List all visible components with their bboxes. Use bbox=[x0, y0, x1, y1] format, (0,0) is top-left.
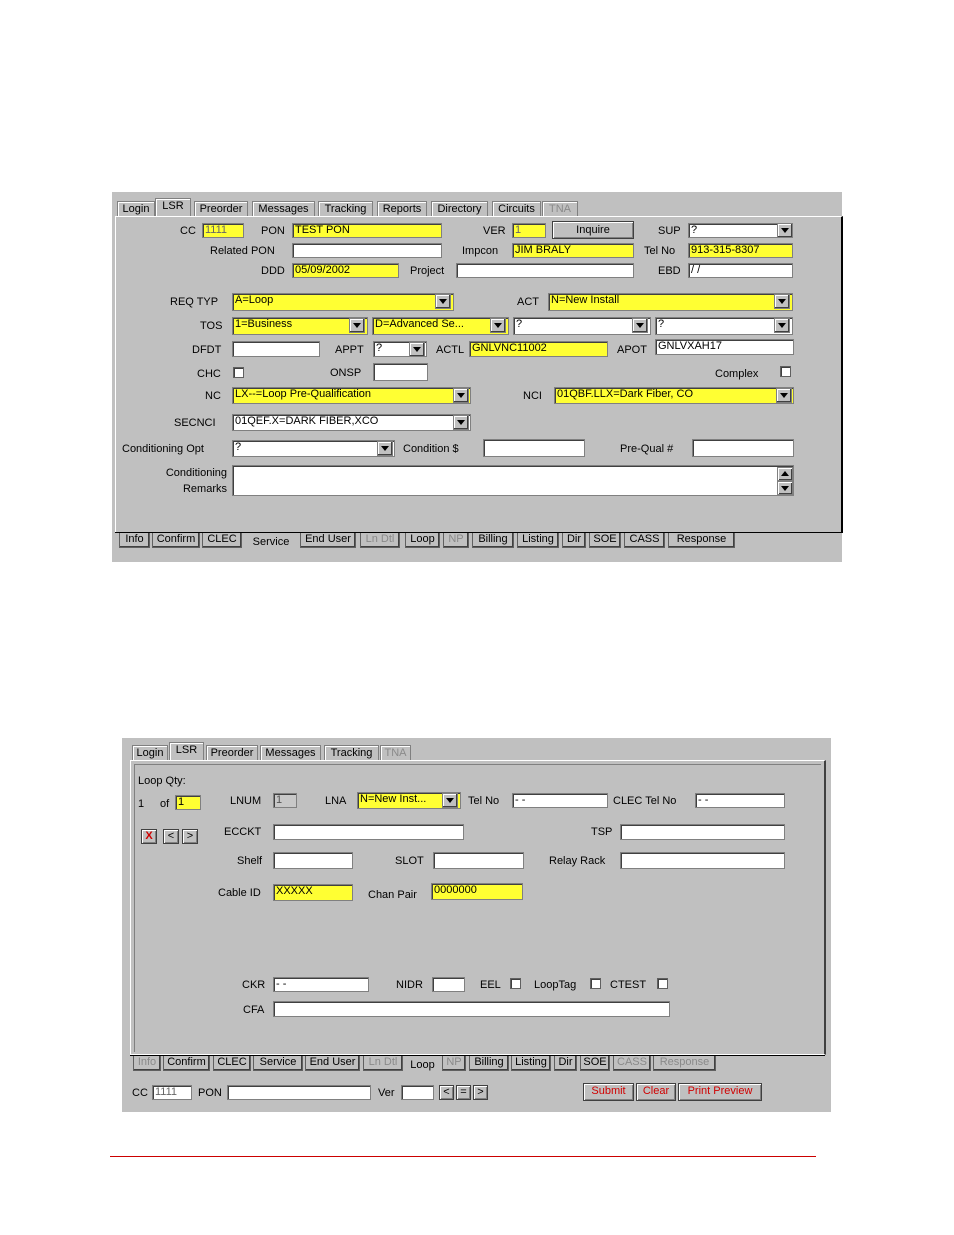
looptag-checkbox[interactable] bbox=[590, 978, 601, 989]
nci-dropdown-icon[interactable] bbox=[776, 388, 792, 403]
slot-label: SLOT bbox=[395, 855, 424, 867]
sup-select[interactable]: ? bbox=[688, 223, 793, 238]
project-label: Project bbox=[410, 265, 445, 277]
nci-label: NCI bbox=[523, 390, 542, 402]
tsp-field[interactable] bbox=[620, 824, 785, 840]
impcon-field[interactable]: JIM BRALY bbox=[512, 243, 634, 258]
tab2-tracking[interactable]: Tracking bbox=[324, 745, 379, 760]
pre-qual-label: Pre-Qual # bbox=[620, 443, 674, 455]
onsp-label: ONSP bbox=[330, 367, 362, 379]
tab2-login[interactable]: Login bbox=[132, 745, 168, 760]
submit-button[interactable]: Submit bbox=[583, 1083, 634, 1101]
appt-select[interactable]: ? bbox=[373, 341, 427, 357]
secnci-label: SECNCI bbox=[174, 417, 216, 429]
loop-count-field[interactable]: 1 bbox=[175, 795, 201, 810]
secnci-select[interactable]: 01QEF.X=DARK FIBER,XCO bbox=[232, 414, 471, 431]
of-label: of bbox=[160, 798, 170, 810]
actl-label: ACTL bbox=[436, 344, 465, 356]
apot-field[interactable]: GNLVXAH17 bbox=[655, 339, 794, 355]
footer-ver-field[interactable] bbox=[401, 1085, 434, 1100]
bottom-tab-soe[interactable]: SOE bbox=[589, 533, 621, 548]
tos-4-dropdown-icon[interactable] bbox=[774, 318, 790, 333]
bottom2-tab-clec[interactable]: CLEC bbox=[213, 1056, 251, 1071]
req-typ-label: REQ TYP bbox=[170, 296, 219, 308]
conditioning-opt-label: Conditioning Opt bbox=[122, 443, 204, 455]
condition-cost-label: Condition $ bbox=[403, 443, 459, 455]
pre-qual-field[interactable] bbox=[692, 439, 794, 457]
bottom2-tab-soe[interactable]: SOE bbox=[580, 1056, 610, 1071]
bottom2-tab-dir[interactable]: Dir bbox=[554, 1056, 577, 1071]
tab2-lsr[interactable]: LSR bbox=[169, 742, 204, 760]
tel-no-label: Tel No bbox=[644, 245, 676, 257]
relay-rack-field[interactable] bbox=[620, 852, 785, 869]
tos-select-2[interactable]: D=Advanced Se... bbox=[372, 317, 509, 335]
dfdt-field[interactable] bbox=[232, 341, 320, 357]
appt-dropdown-icon[interactable] bbox=[409, 342, 425, 357]
related-pon-label: Related PON bbox=[210, 245, 275, 257]
nc-dropdown-icon[interactable] bbox=[453, 388, 469, 403]
remarks-scroll-down-icon[interactable] bbox=[777, 481, 793, 495]
conditioning-remarks-label-2: Remarks bbox=[182, 483, 227, 495]
shelf-label: Shelf bbox=[237, 855, 263, 867]
onsp-field[interactable] bbox=[373, 363, 428, 381]
lna-dropdown-icon[interactable] bbox=[442, 793, 458, 808]
cable-id-field[interactable]: XXXXX bbox=[273, 884, 353, 901]
bottom2-tab-confirm[interactable]: Confirm bbox=[163, 1056, 210, 1071]
bottom-tab-listing[interactable]: Listing bbox=[517, 533, 559, 548]
bottom2-tab-ln-dtl: Ln Dtl bbox=[363, 1056, 403, 1071]
tel-no2-field[interactable]: - - bbox=[512, 793, 608, 808]
clear-button[interactable]: Clear bbox=[636, 1083, 676, 1101]
act-dropdown-icon[interactable] bbox=[774, 294, 790, 309]
bottom2-tab-end-user[interactable]: End User bbox=[305, 1056, 360, 1071]
condition-cost-field[interactable] bbox=[483, 439, 585, 457]
dfdt-label: DFDT bbox=[192, 344, 222, 356]
clec-tel-no-label: CLEC Tel No bbox=[613, 795, 677, 807]
ckr-label: CKR bbox=[242, 979, 266, 991]
actl-field[interactable]: GNLVNC11002 bbox=[469, 341, 608, 357]
lna-label: LNA bbox=[325, 795, 347, 807]
conditioning-remarks-label-1: Conditioning bbox=[165, 467, 227, 479]
ddd-label: DDD bbox=[261, 265, 285, 277]
tab-login[interactable]: Login bbox=[117, 201, 155, 216]
inquire-button[interactable]: Inquire bbox=[552, 221, 634, 239]
lnum-field[interactable]: 1 bbox=[273, 793, 297, 808]
tos-select-4[interactable]: ? bbox=[655, 317, 793, 335]
remarks-scroll-up-icon[interactable] bbox=[777, 467, 793, 481]
bottom-tab-ln-dtl: Ln Dtl bbox=[360, 533, 400, 548]
chan-pair-field[interactable]: 0000000 bbox=[431, 883, 523, 900]
cc-field[interactable]: 1111 bbox=[202, 223, 244, 238]
tab-tracking[interactable]: Tracking bbox=[318, 201, 373, 216]
bottom2-tab-billing[interactable]: Billing bbox=[469, 1056, 509, 1071]
conditioning-remarks-textarea[interactable] bbox=[232, 465, 794, 496]
complex-checkbox[interactable] bbox=[780, 366, 791, 377]
nc-select[interactable]: LX--=Loop Pre-Qualification bbox=[232, 387, 471, 404]
looptag-label: LoopTag bbox=[534, 979, 577, 991]
footer-pon-field[interactable] bbox=[227, 1085, 371, 1100]
page-footer-rule bbox=[110, 1156, 816, 1157]
footer-ver-next-button[interactable]: > bbox=[473, 1085, 488, 1100]
nidr-label: NIDR bbox=[396, 979, 423, 991]
bottom2-tab-np: NP bbox=[442, 1056, 466, 1071]
ecckt-label: ECCKT bbox=[224, 826, 262, 838]
ctest-checkbox[interactable] bbox=[657, 978, 668, 989]
tab-messages[interactable]: Messages bbox=[252, 201, 315, 216]
footer-ver-label: Ver bbox=[378, 1087, 395, 1099]
act-select[interactable]: N=New Install bbox=[548, 293, 793, 311]
secnci-dropdown-icon[interactable] bbox=[453, 415, 469, 430]
delete-loop-button[interactable]: X bbox=[141, 829, 157, 844]
appt-label: APPT bbox=[335, 344, 364, 356]
tsp-label: TSP bbox=[591, 826, 613, 838]
bottom2-tab-listing[interactable]: Listing bbox=[511, 1056, 551, 1071]
bottom2-tab-loop[interactable]: Loop bbox=[405, 1057, 440, 1075]
chan-pair-label: Chan Pair bbox=[368, 889, 417, 901]
footer-pon-label: PON bbox=[198, 1087, 222, 1099]
tel-no-field[interactable]: 913-315-8307 bbox=[688, 243, 793, 258]
cc-label: CC bbox=[180, 225, 196, 237]
tos-1-dropdown-icon[interactable] bbox=[349, 318, 365, 333]
bottom-tab-dir[interactable]: Dir bbox=[562, 533, 586, 548]
slot-field[interactable] bbox=[433, 852, 524, 869]
bottom-tab-confirm[interactable]: Confirm bbox=[152, 533, 200, 548]
footer-ver-prev-button[interactable]: < bbox=[439, 1085, 454, 1100]
footer-cc-label: CC bbox=[132, 1087, 148, 1099]
tab-preorder[interactable]: Preorder bbox=[194, 201, 248, 216]
bottom-tab-np: NP bbox=[443, 533, 469, 548]
apot-label: APOT bbox=[617, 344, 647, 356]
loop-qty-label: Loop Qty: bbox=[138, 775, 186, 787]
sup-dropdown-icon[interactable] bbox=[777, 223, 793, 238]
ckr-field[interactable]: - - bbox=[273, 977, 369, 992]
tab-reports[interactable]: Reports bbox=[377, 201, 427, 216]
relay-rack-label: Relay Rack bbox=[549, 855, 606, 867]
req-typ-select[interactable]: A=Loop bbox=[232, 293, 454, 311]
req-typ-dropdown-icon[interactable] bbox=[435, 294, 451, 309]
bottom-tab-service[interactable]: Service bbox=[245, 534, 297, 552]
bottom-tab-end-user[interactable]: End User bbox=[300, 533, 356, 548]
pon-field[interactable]: TEST PON bbox=[292, 223, 442, 238]
bottom2-tab-service[interactable]: Service bbox=[253, 1056, 303, 1071]
tab-lsr[interactable]: LSR bbox=[155, 198, 191, 216]
ctest-label: CTEST bbox=[610, 979, 647, 991]
tos-2-dropdown-icon[interactable] bbox=[490, 318, 506, 333]
bottom-tab-loop[interactable]: Loop bbox=[405, 533, 440, 548]
ebd-field[interactable]: / / bbox=[688, 263, 793, 278]
lna-select[interactable]: N=New Inst... bbox=[357, 792, 461, 809]
lsr-service-window bbox=[112, 192, 842, 562]
nci-select[interactable]: 01QBF.LLX=Dark Fiber, CO bbox=[554, 387, 794, 404]
cable-id-label: Cable ID bbox=[218, 887, 261, 899]
project-field[interactable] bbox=[456, 263, 634, 278]
tab-circuits[interactable]: Circuits bbox=[492, 201, 541, 216]
impcon-label: Impcon bbox=[462, 245, 499, 257]
tos-select-3[interactable]: ? bbox=[513, 317, 651, 335]
bottom-tab-response[interactable]: Response bbox=[668, 533, 735, 548]
act-label: ACT bbox=[517, 296, 539, 308]
tab-tna: TNA bbox=[542, 201, 578, 216]
shelf-field[interactable] bbox=[273, 852, 353, 869]
nidr-field[interactable] bbox=[432, 977, 465, 992]
chc-checkbox[interactable] bbox=[233, 367, 244, 378]
cfa-label: CFA bbox=[243, 1004, 265, 1016]
ecckt-field[interactable] bbox=[273, 824, 464, 840]
cfa-field[interactable] bbox=[273, 1001, 670, 1017]
tab2-tna: TNA bbox=[380, 745, 411, 760]
footer-cc-field[interactable]: 1111 bbox=[152, 1085, 192, 1100]
tos-label: TOS bbox=[200, 320, 223, 332]
tel-no2-label: Tel No bbox=[468, 795, 500, 807]
lsr-loop-window bbox=[122, 738, 831, 1112]
tab-directory[interactable]: Directory bbox=[431, 201, 488, 216]
next-loop-button[interactable]: > bbox=[182, 829, 198, 844]
tab2-messages[interactable]: Messages bbox=[260, 745, 321, 760]
pon-label: PON bbox=[261, 225, 285, 237]
complex-label: Complex bbox=[715, 368, 759, 380]
tab2-preorder[interactable]: Preorder bbox=[206, 745, 258, 760]
lnum-label: LNUM bbox=[230, 795, 262, 807]
related-pon-field[interactable] bbox=[292, 243, 442, 258]
nc-label: NC bbox=[205, 390, 221, 402]
chc-label: CHC bbox=[197, 368, 221, 380]
bottom-tab-billing[interactable]: Billing bbox=[472, 533, 514, 548]
tos-select-1[interactable]: 1=Business bbox=[232, 317, 368, 335]
conditioning-opt-dropdown-icon[interactable] bbox=[377, 441, 393, 456]
footer-ver-equal-button[interactable]: = bbox=[456, 1085, 471, 1100]
eel-label: EEL bbox=[480, 979, 501, 991]
bottom2-tab-info: Info bbox=[133, 1056, 161, 1071]
ddd-field[interactable]: 05/09/2002 bbox=[292, 263, 399, 278]
bottom2-tab-cass: CASS bbox=[613, 1056, 651, 1071]
ver-label: VER bbox=[483, 225, 506, 237]
loop-index: 1 bbox=[138, 798, 145, 810]
ver-field[interactable]: 1 bbox=[512, 223, 546, 238]
bottom-tab-info[interactable]: Info bbox=[119, 533, 150, 548]
print-preview-button[interactable]: Print Preview bbox=[678, 1083, 762, 1101]
ebd-label: EBD bbox=[658, 265, 681, 277]
bottom-tab-cass[interactable]: CASS bbox=[624, 533, 665, 548]
eel-checkbox[interactable] bbox=[510, 978, 521, 989]
prev-loop-button[interactable]: < bbox=[163, 829, 179, 844]
clec-tel-no-field[interactable]: - - bbox=[695, 793, 785, 808]
conditioning-opt-select[interactable]: ? bbox=[232, 440, 395, 457]
bottom2-tab-response: Response bbox=[653, 1056, 716, 1071]
bottom-tab-clec[interactable]: CLEC bbox=[202, 533, 242, 548]
tos-3-dropdown-icon[interactable] bbox=[632, 318, 648, 333]
sup-label: SUP bbox=[658, 225, 681, 237]
